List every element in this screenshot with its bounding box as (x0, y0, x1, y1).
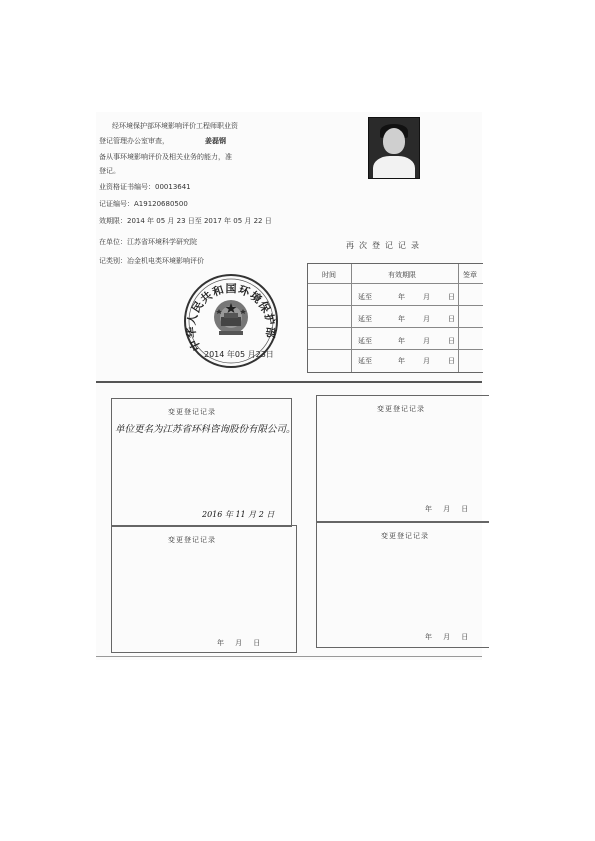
intro-line-2: 登记管理办公室审查， (99, 137, 169, 145)
table-row: 延至 年 月 日 (308, 306, 483, 328)
field-label: 业资格证书编号： (99, 183, 155, 191)
field-value: 2014 年 05 月 23 日至 2017 年 05 月 22 日 (127, 217, 272, 225)
field-cert-no (99, 182, 191, 192)
field-label: 效期限： (99, 217, 127, 225)
holder-name: 姜磊钢 (205, 137, 226, 145)
header-signature: 签章 (463, 271, 477, 279)
page-bottom-edge (96, 656, 482, 657)
renewal-title: 再次登记记录 (346, 241, 424, 250)
intro-line-3: 备从事环境影响评价及相关业务的能力，准 (99, 153, 232, 161)
table-row: 延至 年 月 日 (308, 284, 483, 306)
field-label: 在单位： (99, 238, 127, 246)
seal-date: 2014 年05 月23日 (204, 350, 274, 359)
page-divider (96, 381, 482, 383)
record-date: 年 月 日 (425, 633, 469, 641)
field-value: 江苏省环境科学研究院 (127, 238, 197, 246)
field-employer (99, 237, 197, 247)
record-date: 年 月 日 (217, 639, 261, 647)
renewal-table (307, 263, 483, 373)
change-record-title: 变更登记记录 (377, 405, 425, 413)
change-record-box-2 (111, 525, 297, 653)
field-label: 记证编号： (99, 200, 134, 208)
field-value: 00013641 (155, 183, 191, 191)
change-record-title: 变更登记记录 (168, 408, 216, 416)
table-row: 延至 年 月 日 (308, 328, 483, 350)
field-category (99, 256, 204, 266)
national-emblem-icon (214, 300, 248, 335)
change-record-box-1 (111, 398, 296, 527)
header-time: 时间 (322, 271, 336, 279)
holder-photo (368, 117, 420, 179)
seal-ring-text: 中华人民共和国环境保护部 (184, 282, 278, 353)
table-row: 延至 年 月 日 (358, 357, 455, 365)
field-reg-no (99, 199, 188, 209)
intro-line-1: 经环境保护部环境影响评价工程师职业资 (112, 122, 238, 130)
change-record-title: 变更登记记录 (168, 536, 216, 544)
handwritten-note: 单位更名为江苏省环科咨询股份有限公司。 (115, 424, 296, 435)
field-value: 冶金机电类环境影响评价 (127, 257, 204, 265)
handwritten-date: 2016 年 11 月 2 日 (202, 510, 275, 519)
field-label: 记类别： (99, 257, 127, 265)
field-value: A19120680500 (134, 200, 188, 208)
record-date: 年 月 日 (425, 505, 469, 513)
change-record-title: 变更登记记录 (381, 532, 429, 540)
table-header-row (308, 264, 483, 284)
intro-line-4: 登记。 (99, 167, 120, 175)
change-record-box-3 (316, 395, 489, 523)
header-validity: 有效期限 (388, 271, 416, 279)
field-validity (99, 216, 272, 226)
change-record-box-4 (316, 521, 489, 648)
